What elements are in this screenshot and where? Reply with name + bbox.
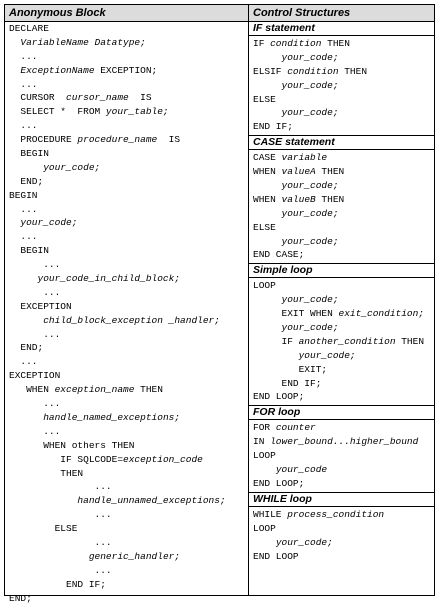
section-title: Simple loop [249,264,434,278]
code-keyword [253,464,276,475]
code-placeholder: valueB [281,193,316,205]
code-keyword: EXCEPTION; [94,64,158,76]
code-keyword: THEN [9,467,84,479]
code-keyword: IF SQLCODE= [9,453,124,465]
control-structure-line [253,335,434,349]
anonymous-block-line [9,161,248,175]
anonymous-block-line [9,22,248,36]
code-placeholder: your_code; [281,107,339,119]
anonymous-block-line [9,522,248,536]
code-placeholder: your_code; [281,235,339,247]
control-structure-line [253,93,434,107]
control-structure-line [253,321,434,335]
code-placeholder: your_code; [281,79,339,91]
code-keyword: CASE [253,152,282,164]
code-keyword: WHEN [253,193,282,205]
code-keyword [253,107,282,118]
code-placeholder: your_code; [281,180,339,192]
code-keyword: ... [9,328,61,340]
code-keyword [253,537,276,548]
code-keyword: DECLARE [9,23,49,34]
code-placeholder: your_code; [281,207,339,219]
code-keyword [9,273,38,284]
code-keyword: END LOOP; [253,391,305,403]
code-keyword: ... [9,564,112,576]
code-placeholder: condition [287,65,339,77]
code-placeholder: exception_code [123,453,203,465]
code-keyword: END CASE; [253,249,305,261]
code-placeholder: valueA [281,166,316,178]
control-structure-line [253,37,434,51]
code-placeholder: your_code; [275,536,333,548]
code-keyword: ... [9,481,112,493]
code-keyword: END; [9,342,44,354]
code-keyword: WHILE [253,508,288,520]
code-keyword: BEGIN [9,148,49,160]
code-keyword: END LOOP [253,550,299,562]
code-placeholder: another_condition [298,335,396,347]
anonymous-block-line [9,133,248,147]
anonymous-block-line [9,36,248,50]
code-placeholder: your_code; [298,349,356,361]
code-placeholder: procedure_name [77,134,158,146]
control-structure-line [253,106,434,120]
code-placeholder: exit_condition; [338,308,425,320]
anonymous-block-line [9,453,248,467]
section-code [249,150,434,263]
code-keyword: ... [9,120,38,132]
code-placeholder: process_condition [287,508,385,520]
control-structures-sections [249,22,434,564]
control-structure-line [253,435,434,449]
control-structures-header: Control Structures [249,5,434,22]
control-structure-line [253,79,434,93]
code-placeholder: variable [281,152,328,164]
code-keyword: IN [253,436,271,448]
code-placeholder: your_code; [43,161,101,173]
code-keyword: LOOP [253,450,276,462]
anonymous-block-line [9,369,248,383]
control-structure-line [253,120,434,134]
control-structure-line [253,477,434,491]
section-title: FOR loop [249,406,434,420]
section-if-statement [249,22,434,136]
section-simple-loop [249,264,434,406]
control-structure-line [253,390,434,404]
code-keyword: IF [253,38,271,49]
control-structure-line [253,463,434,477]
anonymous-block-line [9,230,248,244]
control-structure-line [253,522,434,536]
anonymous-block-line [9,494,248,508]
code-keyword [253,80,282,91]
anonymous-block-column [5,5,249,604]
section-code [249,278,434,405]
control-structure-line [253,279,434,293]
code-keyword: BEGIN [9,189,38,201]
code-keyword: ELSE [9,523,78,535]
anonymous-block-line [9,550,248,564]
anonymous-block-line [9,216,248,230]
code-keyword: LOOP [253,280,276,292]
code-keyword: END; [9,592,32,604]
code-keyword [9,37,20,48]
code-keyword: THEN [315,193,345,205]
code-keyword: IF [253,335,299,347]
code-keyword: END IF; [253,377,322,389]
anonymous-block-line [9,105,248,119]
anonymous-block-line [9,578,248,592]
code-placeholder: exception_name [54,384,135,396]
anonymous-block-line [9,258,248,272]
code-placeholder: your_code; [281,322,339,334]
code-keyword: ... [9,536,112,548]
control-structure-line [253,235,434,249]
code-placeholder: your_code; [20,217,78,229]
anonymous-block-line [9,91,248,105]
anonymous-block-line [9,189,248,203]
anonymous-block-line [9,355,248,369]
section-code [249,420,434,491]
anonymous-block-line [9,286,248,300]
anonymous-block-line [9,78,248,92]
code-keyword: EXIT WHEN [253,308,339,320]
code-placeholder: lower_bound...higher_bound [270,436,419,448]
code-placeholder: handle_named_exceptions; [43,411,181,423]
anonymous-block-line [9,328,248,342]
code-keyword: EXCEPTION [9,300,72,312]
code-keyword [253,236,282,247]
anonymous-block-line [9,300,248,314]
anonymous-block-line [9,564,248,578]
code-keyword: ... [9,286,61,298]
control-structures-column [249,5,434,595]
anonymous-block-line [9,480,248,494]
anonymous-block-line [9,508,248,522]
code-keyword: BEGIN [9,245,49,257]
code-placeholder: child_block_exception _handler; [43,314,220,326]
section-code [249,36,434,135]
code-keyword: WHEN [253,166,282,178]
control-structure-line [253,293,434,307]
anonymous-block-line [9,244,248,258]
anonymous-block-line [9,425,248,439]
anonymous-block-line [9,467,248,481]
control-structure-line [253,165,434,179]
code-placeholder: cursor_name [66,92,129,104]
code-keyword [9,162,43,173]
code-keyword [9,217,20,228]
code-keyword: ... [9,203,38,215]
control-structure-line [253,179,434,193]
code-keyword: THEN [134,384,163,396]
code-keyword [253,322,282,333]
code-placeholder: your_table; [105,106,169,118]
code-placeholder: generic_handler; [88,550,181,562]
code-keyword: ELSE [253,93,276,105]
code-keyword: IS [128,92,152,104]
code-keyword: CURSOR [9,92,67,104]
anonymous-block-line [9,411,248,425]
control-structure-line [253,221,434,235]
code-keyword [253,294,282,305]
code-keyword: FOR [253,422,276,434]
code-keyword [253,350,299,361]
code-keyword [9,65,20,76]
code-keyword: ... [9,231,38,243]
control-structure-line [253,550,434,564]
code-keyword: ... [9,425,61,437]
section-title: IF statement [249,22,434,36]
anonymous-block-line [9,147,248,161]
code-keyword: ... [9,398,61,410]
section-for-loop [249,406,434,492]
control-structure-line [253,51,434,65]
code-keyword: IS [157,134,181,146]
code-placeholder: handle_unnamed_exceptions; [77,495,226,507]
code-keyword: ... [9,509,112,521]
anonymous-block-line [9,203,248,217]
code-placeholder: your_code_in_child_block; [37,273,181,285]
code-keyword [9,551,89,562]
code-keyword: ELSE [253,221,276,233]
code-keyword: END LOOP; [253,477,305,489]
code-keyword: ... [9,259,61,271]
anonymous-block-line [9,314,248,328]
control-structure-line [253,193,434,207]
control-structure-line [253,449,434,463]
control-structure-line [253,508,434,522]
code-keyword: EXCEPTION [9,370,61,382]
anonymous-block-line [9,383,248,397]
code-keyword [9,495,77,506]
anonymous-block-code [5,22,248,605]
control-structure-line [253,349,434,363]
code-keyword: WHEN [9,384,55,396]
code-keyword: THEN [395,335,425,347]
code-keyword: END; [9,175,44,187]
code-placeholder: your_code; [281,294,339,306]
code-keyword: WHEN others THEN [9,439,135,451]
anonymous-block-header: Anonymous Block [5,5,248,22]
anonymous-block-line [9,175,248,189]
code-placeholder: your_code [275,464,328,476]
plsql-reference-table [4,4,435,604]
anonymous-block-line [9,439,248,453]
section-while-loop [249,493,434,565]
control-structure-line [253,421,434,435]
code-keyword: END IF; [253,121,293,133]
control-structure-line [253,207,434,221]
control-structure-line [253,307,434,321]
anonymous-block-line [9,64,248,78]
anonymous-block-line [9,272,248,286]
section-title: CASE statement [249,136,434,150]
code-keyword: ELSIF [253,65,288,77]
code-keyword [253,180,282,191]
code-keyword: THEN [321,38,350,49]
anonymous-block-line [9,536,248,550]
code-keyword [253,52,282,63]
control-structure-line [253,536,434,550]
code-placeholder: your_code; [281,51,339,63]
control-structure-line [253,151,434,165]
anonymous-block-line [9,341,248,355]
code-keyword: THEN [338,65,368,77]
code-keyword: EXIT; [253,363,328,375]
control-structure-line [253,65,434,79]
control-structure-line [253,248,434,262]
code-keyword: ... [9,356,38,368]
code-keyword: END IF; [9,578,106,590]
code-keyword: PROCEDURE [9,134,78,146]
code-keyword: ... [9,50,38,62]
section-case-statement [249,136,434,264]
code-placeholder: counter [275,422,316,434]
code-keyword [253,208,282,219]
control-structure-line [253,363,434,377]
code-keyword: LOOP [253,522,276,534]
code-keyword [9,412,43,423]
code-keyword: THEN [315,166,345,178]
control-structure-line [253,377,434,391]
anonymous-block-line [9,50,248,64]
code-keyword [9,315,43,326]
code-keyword: ... [9,78,38,90]
code-placeholder: VariableName Datatype; [20,36,146,48]
code-placeholder: ExceptionName [20,64,95,76]
anonymous-block-line [9,119,248,133]
anonymous-block-line [9,397,248,411]
section-code [249,507,434,565]
section-title: WHILE loop [249,493,434,507]
anonymous-block-line [9,592,248,605]
code-placeholder: condition [270,38,322,49]
code-keyword: SELECT * FROM [9,106,106,118]
